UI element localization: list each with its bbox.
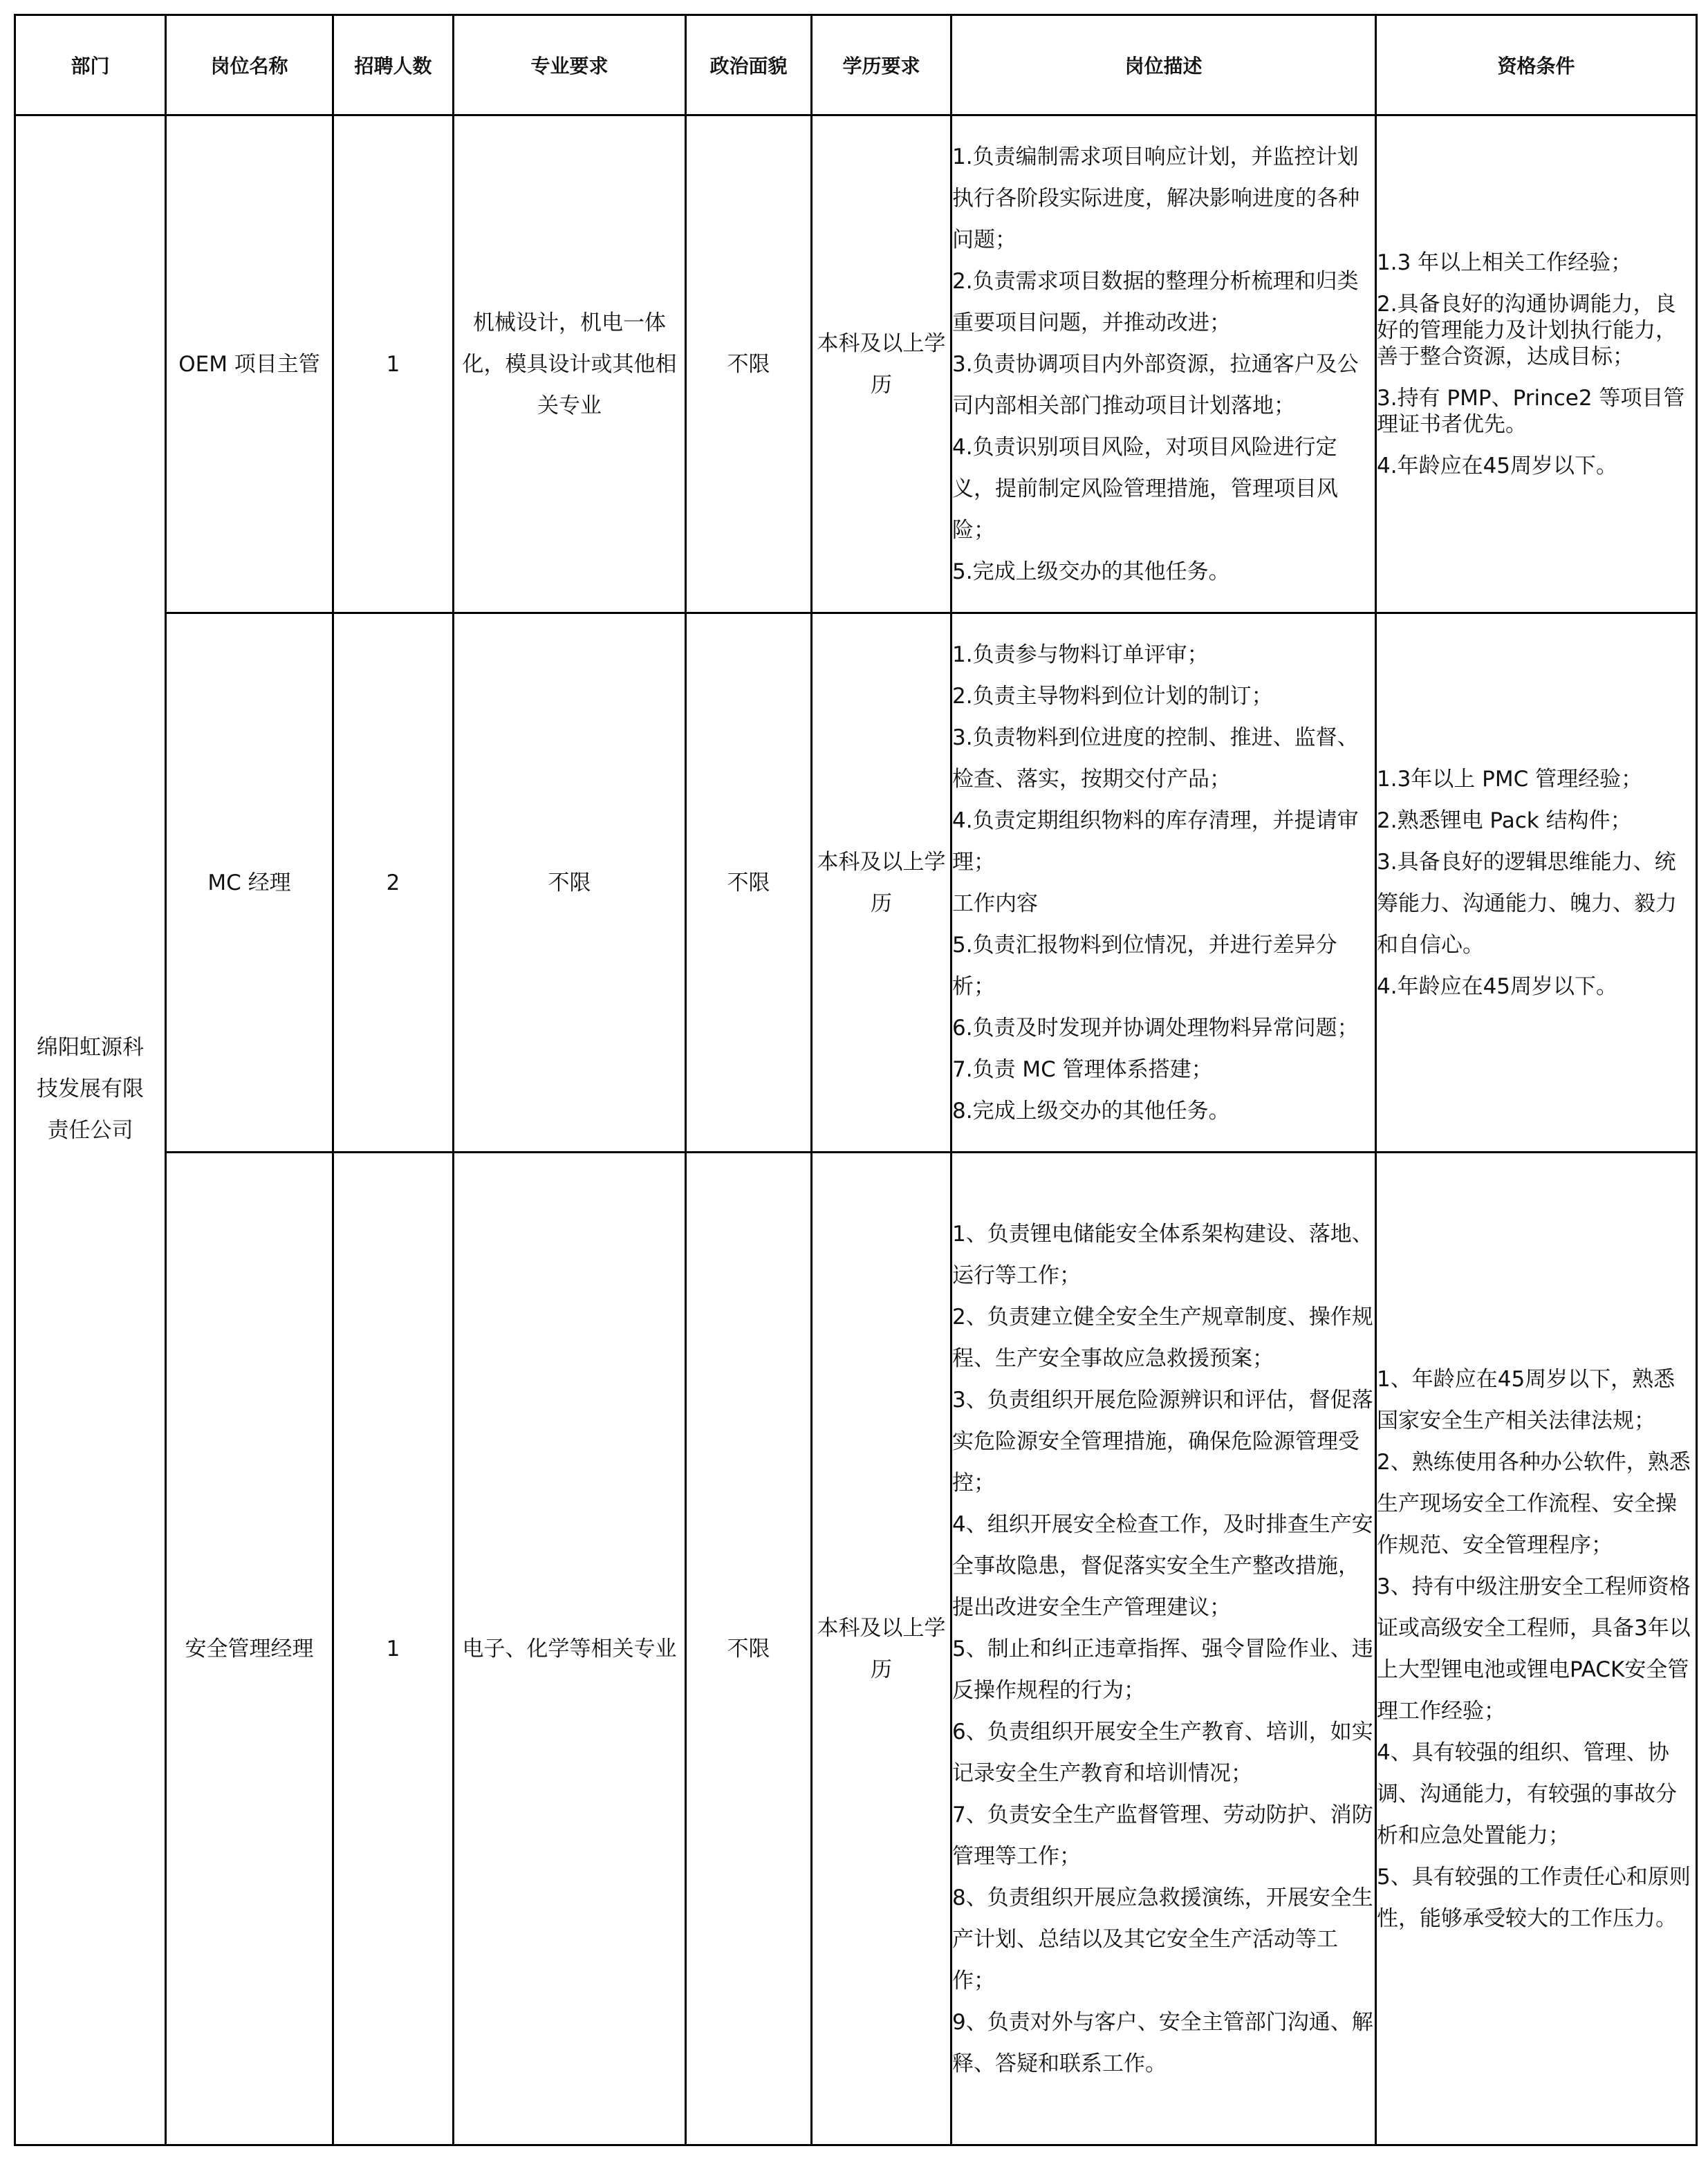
description-item: 3.负责物料到位进度的控制、推进、监督、检查、落实，按期交付产品；	[952, 725, 1359, 792]
qualification-item: 3.具备良好的逻辑思维能力、统筹能力、沟通能力、魄力、毅力和自信心。	[1377, 849, 1677, 958]
qualification-item: 1.3 年以上相关工作经验；	[1377, 250, 1633, 275]
header-description: 岗位描述	[952, 15, 1376, 115]
description-item: 1、负责锂电储能安全体系架构建设、落地、运行等工作；	[952, 1221, 1373, 1288]
political-cell	[686, 613, 812, 1153]
table-row	[15, 613, 1697, 1153]
position-name: 安全管理经理	[185, 1636, 314, 1661]
description-item: 2、负责建立健全安全生产规章制度、操作规程、生产安全事故应急救援预案；	[952, 1304, 1373, 1371]
description-item: 4、组织开展安全检查工作，及时排查生产安全事故隐患，督促落实安全生产整改措施，提出改进安全生产管理建议；	[952, 1511, 1373, 1620]
education-cell	[812, 115, 952, 613]
description-item: 8.完成上级交办的其他任务。	[952, 1098, 1230, 1124]
qualification-item: 2.具备良好的沟通协调能力，良好的管理能力及计划执行能力，善于整合资源，达成目标；	[1377, 291, 1677, 369]
hire-count: 2	[386, 870, 400, 895]
qualification-item: 1.3年以上 PMC 管理经验；	[1377, 766, 1643, 792]
count-cell	[333, 613, 454, 1153]
header-row	[15, 15, 1697, 115]
qualification-item: 2、熟练使用各种办公软件，熟悉生产现场安全工作流程、安全操作规范、安全管理程序；	[1377, 1449, 1691, 1558]
political-status: 不限	[727, 1636, 770, 1661]
header-count: 招聘人数	[333, 15, 454, 115]
recruitment-table	[14, 14, 1698, 2146]
position-name: OEM 项目主管	[178, 351, 320, 377]
description-item: 3.负责协调项目内外部资源，拉通客户及公司内部相关部门推动项目计划落地；	[952, 351, 1359, 418]
position-name: MC 经理	[207, 870, 291, 895]
header-major: 专业要求	[454, 15, 686, 115]
political-cell	[686, 115, 812, 613]
description-item: 2.负责主导物料到位计划的制订；	[952, 683, 1273, 709]
qualification-item: 3、持有中级注册安全工程师资格证或高级安全工程师，具备3年以上大型锂电池或锂电PACK安全管理工作经验；	[1377, 1574, 1691, 1724]
description-item: 4.负责识别项目风险，对项目风险进行定义，提前制定风险管理措施，管理项目风险；	[952, 434, 1338, 543]
description-cell	[952, 613, 1376, 1153]
header-department: 部门	[15, 15, 166, 115]
department-name: 绵阳虹源科技发展有限责任公司	[37, 1034, 144, 1143]
description-item: 9、负责对外与客户、安全主管部门沟通、解释、答疑和联系工作。	[952, 2009, 1373, 2076]
description-item: 7、负责安全生产监督管理、劳动防护、消防管理等工作；	[952, 1802, 1373, 1869]
political-status: 不限	[727, 351, 770, 377]
education-requirement: 本科及以上学历	[817, 1615, 946, 1682]
table-row	[15, 115, 1697, 613]
description-item: 7.负责 MC 管理体系搭建；	[952, 1056, 1213, 1082]
qualification-item: 4.年龄应在45周岁以下。	[1377, 973, 1618, 999]
political-status: 不限	[727, 870, 770, 895]
qualification-item: 2.熟悉锂电 Pack 结构件；	[1377, 808, 1632, 833]
major-cell	[454, 1153, 686, 2145]
political-cell	[686, 1153, 812, 2145]
description-item: 1.负责参与物料订单评审；	[952, 642, 1209, 667]
qualification-item: 4、具有较强的组织、管理、协调、沟通能力，有较强的事故分析和应急处置能力；	[1377, 1740, 1677, 1848]
qualification-item: 5、具有较强的工作责任心和原则性，能够承受较大的工作压力。	[1377, 1864, 1691, 1931]
major-requirement: 不限	[548, 870, 591, 895]
description-item: 5、制止和纠正违章指挥、强令冒险作业、违反操作规程的行为；	[952, 1636, 1373, 1703]
description-item: 4.负责定期组织物料的库存清理，并提请审理；	[952, 808, 1359, 875]
qualifications-cell	[1376, 613, 1697, 1153]
description-item: 5.负责汇报物料到位情况，并进行差异分析；	[952, 932, 1337, 999]
header-position: 岗位名称	[166, 15, 333, 115]
description-item: 6.负责及时发现并协调处理物料异常问题；	[952, 1015, 1359, 1041]
qualifications-cell	[1376, 115, 1697, 613]
description-item: 8、负责组织开展应急救援演练，开展安全生产计划、总结以及其它安全生产活动等工作；	[952, 1885, 1373, 1993]
description-cell	[952, 1153, 1376, 2145]
position-cell	[166, 1153, 333, 2145]
position-cell	[166, 115, 333, 613]
education-requirement: 本科及以上学历	[817, 330, 946, 398]
qualification-item: 1、年龄应在45周岁以下，熟悉国家安全生产相关法律法规；	[1377, 1366, 1675, 1433]
hire-count: 1	[386, 1636, 400, 1661]
count-cell	[333, 1153, 454, 2145]
department-cell	[15, 115, 166, 2145]
description-item: 3、负责组织开展危险源辨识和评估，督促落实危险源安全管理措施，确保危险源管理受控；	[952, 1387, 1373, 1496]
qualifications-cell	[1376, 1153, 1697, 2145]
description-item: 2.负责需求项目数据的整理分析梳理和归类重要项目问题，并推动改进；	[952, 268, 1359, 335]
hire-count: 1	[386, 351, 400, 377]
header-political: 政治面貌	[686, 15, 812, 115]
description-item: 1.负责编制需求项目响应计划，并监控计划执行各阶段实际进度，解决影响进度的各种问题；	[952, 144, 1359, 252]
education-requirement: 本科及以上学历	[817, 849, 946, 916]
header-qualifications: 资格条件	[1376, 15, 1697, 115]
major-cell	[454, 115, 686, 613]
qualification-item: 3.持有 PMP、Prince2 等项目管理证书者优先。	[1377, 385, 1685, 437]
description-item: 6、负责组织开展安全生产教育、培训，如实记录安全生产教育和培训情况；	[952, 1719, 1373, 1786]
description-item: 5.完成上级交办的其他任务。	[952, 559, 1230, 584]
major-requirement: 电子、化学等相关专业	[462, 1636, 677, 1661]
description-cell	[952, 115, 1376, 613]
description-item: 工作内容	[952, 891, 1038, 916]
education-cell	[812, 1153, 952, 2145]
count-cell	[333, 115, 454, 613]
position-cell	[166, 613, 333, 1153]
header-education: 学历要求	[812, 15, 952, 115]
qualification-item: 4.年龄应在45周岁以下。	[1377, 453, 1618, 478]
major-requirement: 机械设计，机电一体化，模具设计或其他相关专业	[462, 310, 677, 418]
education-cell	[812, 613, 952, 1153]
table-row	[15, 1153, 1697, 2145]
major-cell	[454, 613, 686, 1153]
